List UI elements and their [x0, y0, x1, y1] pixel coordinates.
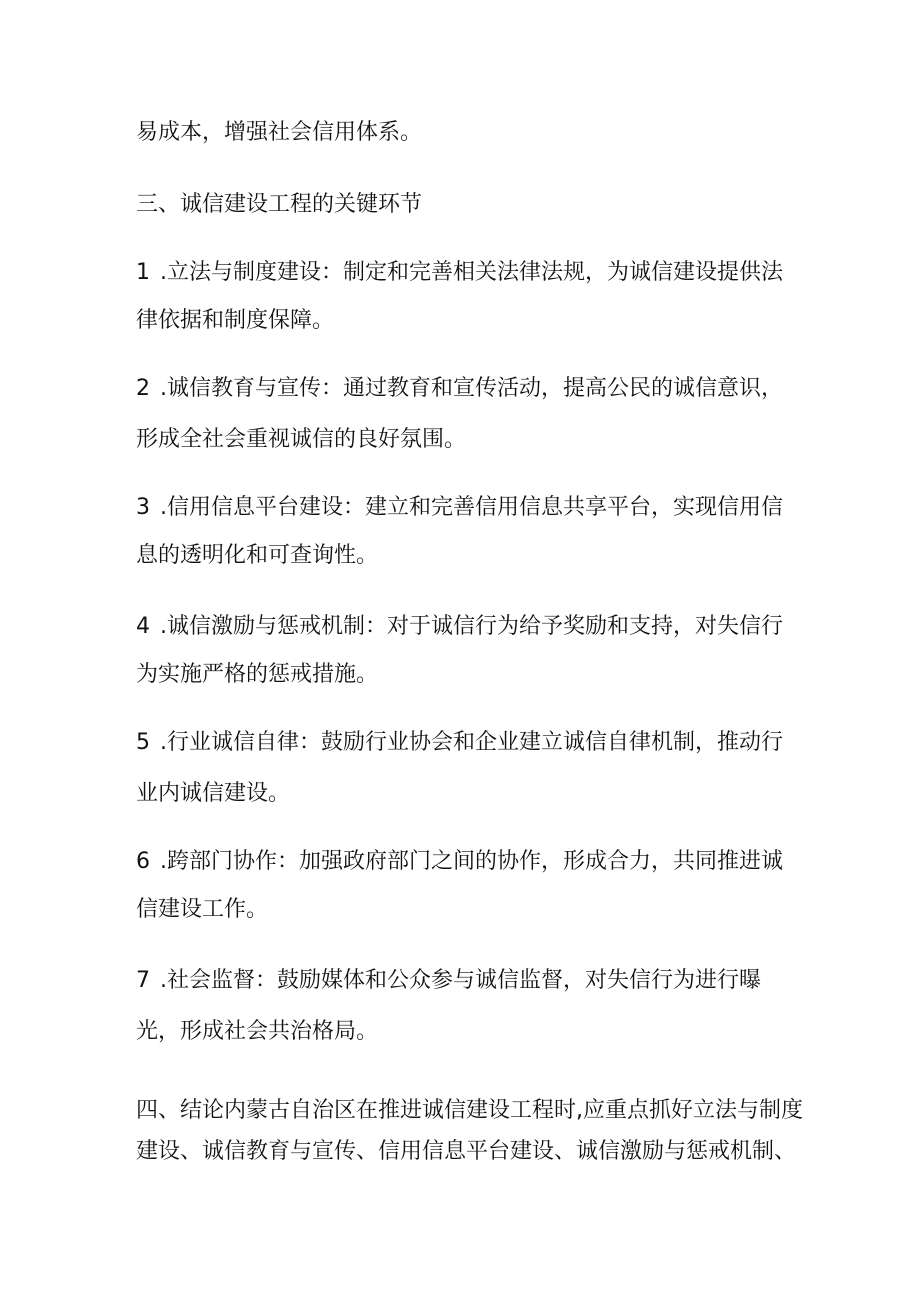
paragraph-line: 息的透明化和可查询性。	[136, 543, 379, 568]
paragraph-line: 光，形成社会共治格局。	[136, 1019, 379, 1044]
paragraph-line: 为实施严格的惩戒措施。	[136, 662, 379, 687]
list-item-2	[136, 374, 783, 404]
list-item-number: 6	[136, 849, 150, 874]
list-item-number: 1	[136, 260, 150, 285]
list-item-4	[136, 612, 783, 642]
paragraph-line: 业内诚信建设。	[136, 781, 291, 806]
list-item-number: 5	[136, 730, 150, 755]
list-item-text: .信用信息平台建设：建立和完善信用信息共享平台，实现信用信	[160, 495, 783, 520]
list-item-text: .跨部门协作：加强政府部门之间的协作，形成合力，共同推进诚	[160, 849, 783, 874]
list-item-text: .诚信教育与宣传：通过教育和宣传活动，提高公民的诚信意识，	[160, 376, 783, 401]
list-item-7	[136, 966, 761, 996]
list-item-1	[136, 258, 783, 288]
list-item-3	[136, 493, 783, 523]
list-item-text: .社会监督：鼓励媒体和公众参与诚信监督，对失信行为进行曝	[160, 968, 761, 993]
section-heading: 三、诚信建设工程的关键环节	[136, 192, 423, 217]
list-item-number: 2	[136, 376, 150, 401]
list-item-number: 4	[136, 614, 150, 639]
list-item-text: .立法与制度建设：制定和完善相关法律法规，为诚信建设提供法	[160, 260, 783, 285]
list-item-6	[136, 847, 783, 877]
paragraph-line: 易成本，增强社会信用体系。	[136, 120, 423, 145]
paragraph-line: 律依据和制度保障。	[136, 308, 335, 333]
list-item-number: 3	[136, 495, 150, 520]
list-item-text: .行业诚信自律：鼓励行业协会和企业建立诚信自律机制，推动行	[160, 730, 783, 755]
list-item-text: .诚信激励与惩戒机制：对于诚信行为给予奖励和支持，对失信行	[160, 614, 783, 639]
paragraph-line: 信建设工作。	[136, 897, 269, 922]
list-item-5	[136, 728, 783, 758]
section-heading: 四、结论内蒙古自治区在推进诚信建设工程时,应重点抓好立法与制度	[136, 1098, 803, 1123]
paragraph-line: 建设、诚信教育与宣传、信用信息平台建设、诚信激励与惩戒机制、	[136, 1139, 797, 1164]
list-item-number: 7	[136, 968, 150, 993]
paragraph-line: 形成全社会重视诚信的良好氛围。	[136, 427, 467, 452]
